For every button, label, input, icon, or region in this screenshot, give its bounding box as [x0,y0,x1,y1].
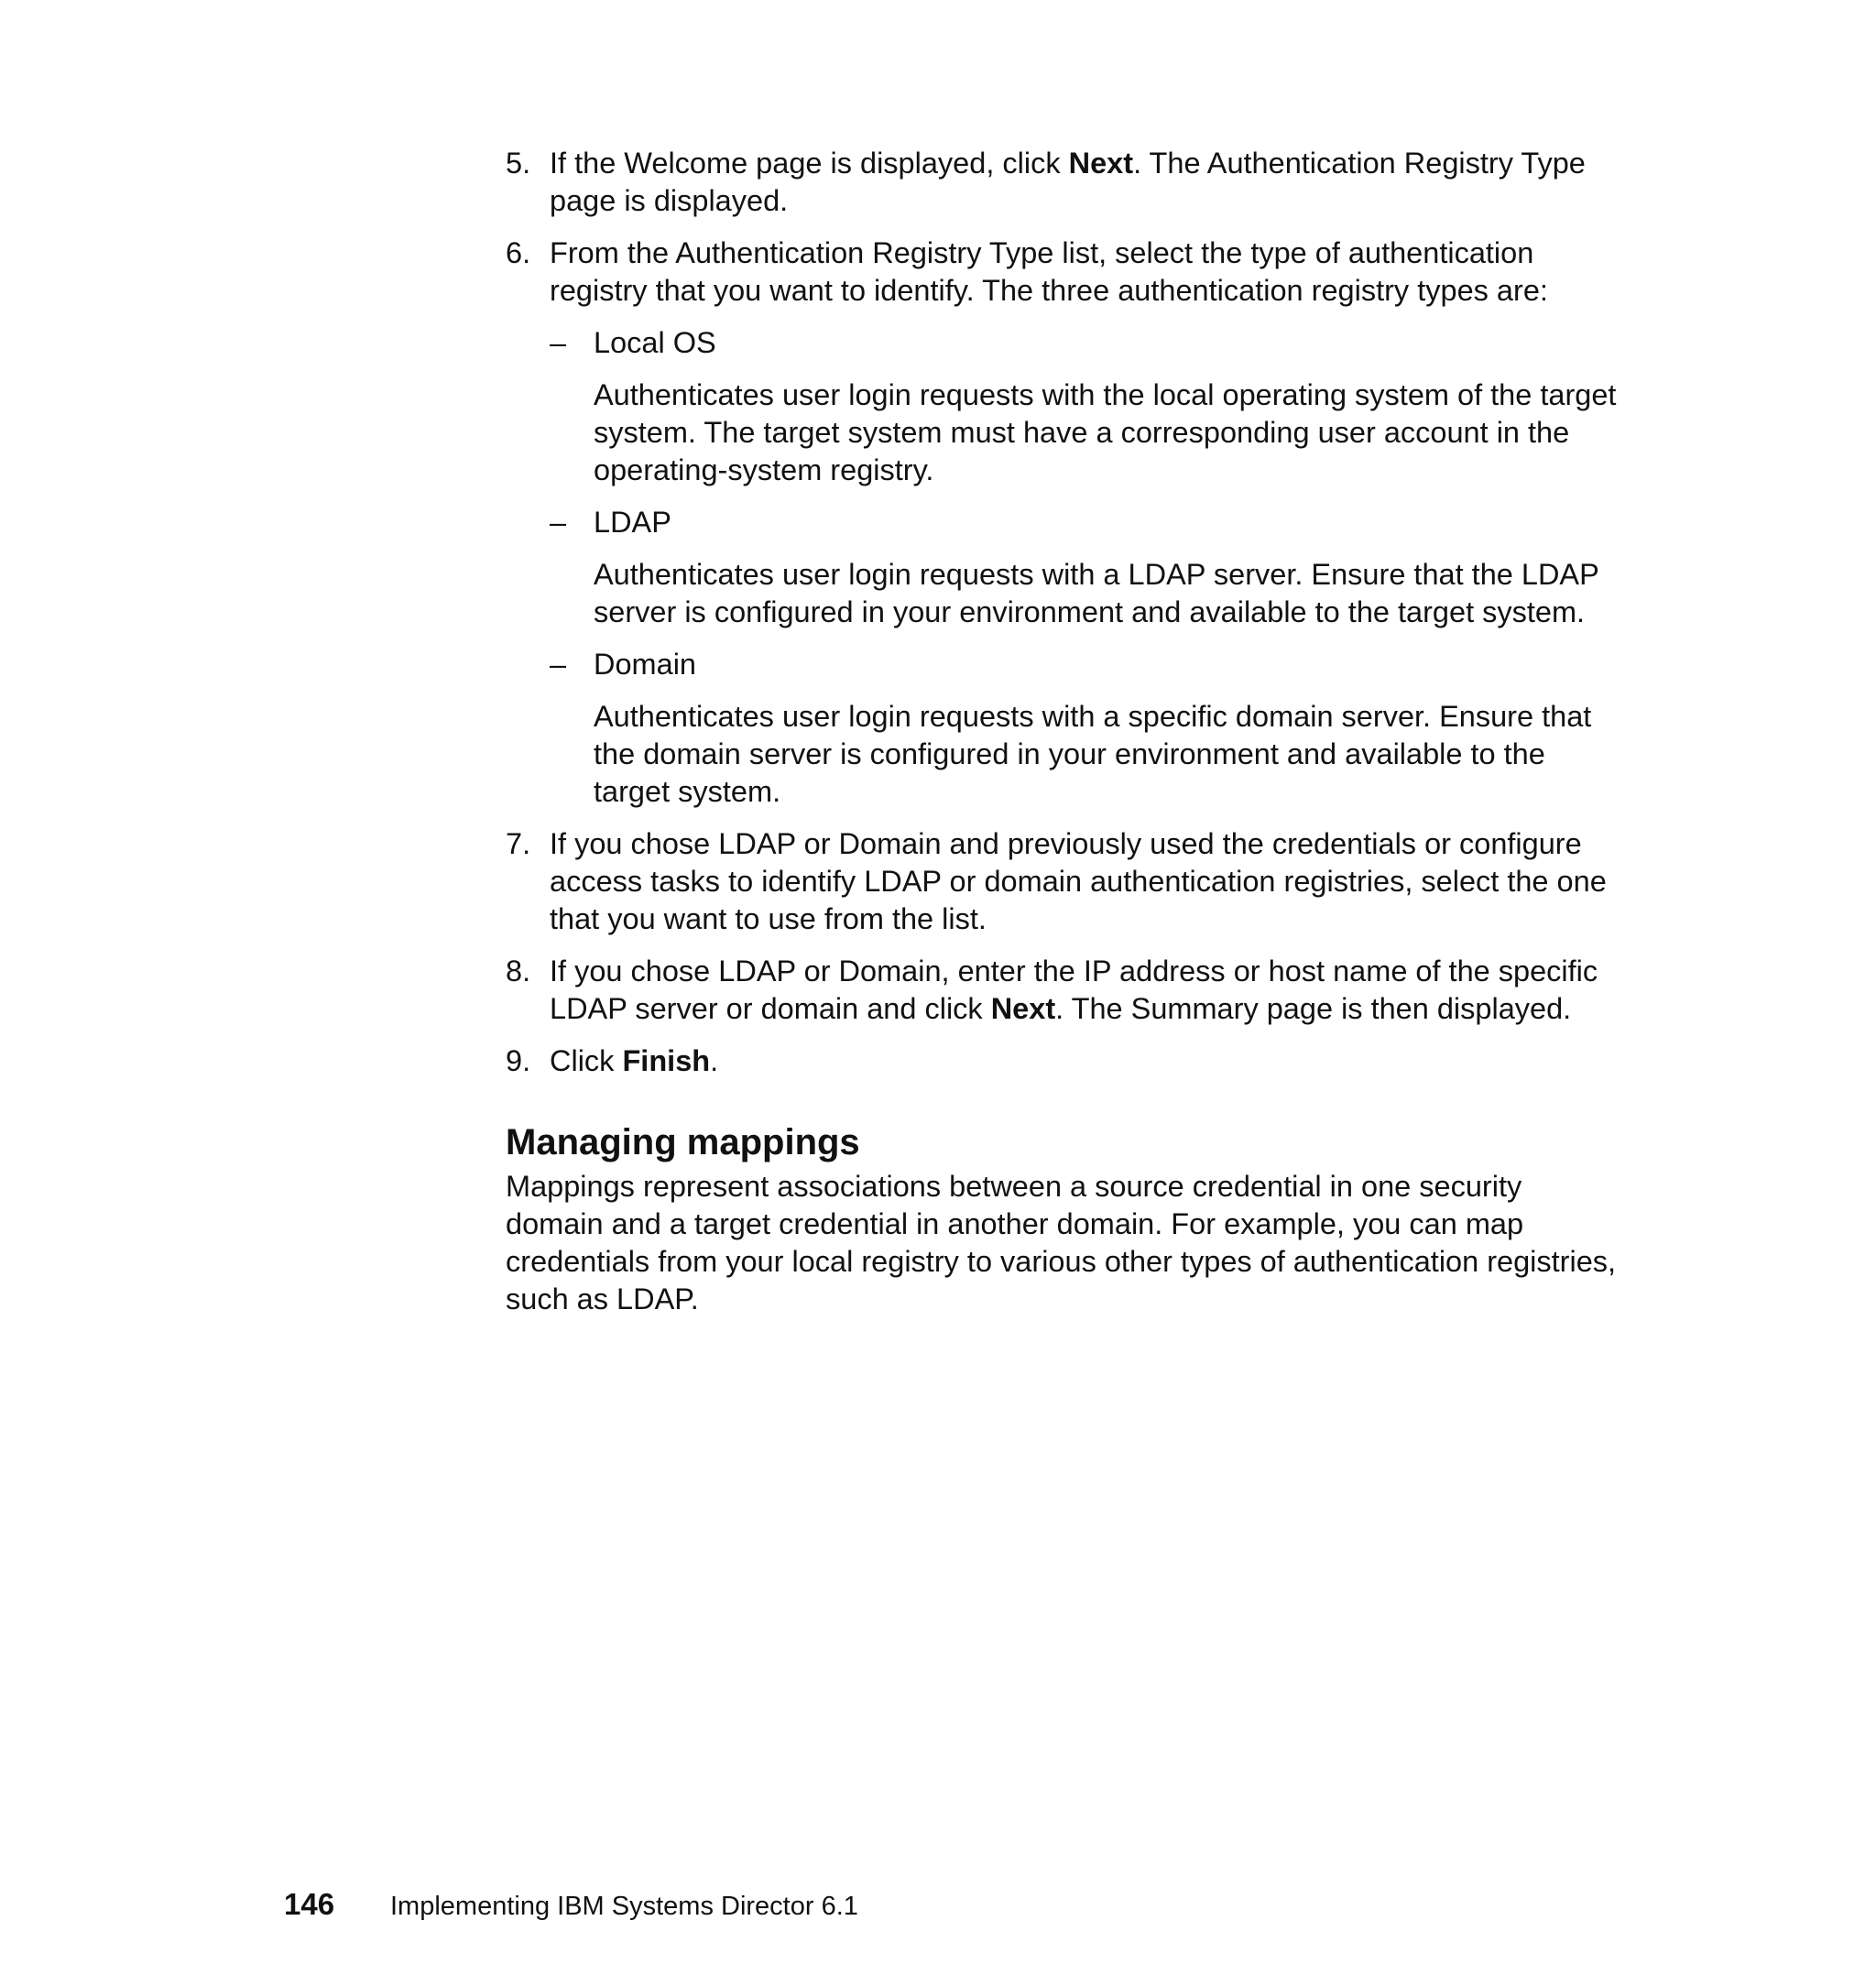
section-heading: Managing mappings [506,1122,860,1162]
step-6 [506,235,1623,811]
book-title: Implementing IBM Systems Director 6.1 [390,1892,858,1921]
step-text-part: . The Authentication Registry Type page is displayed. [550,147,1586,217]
page-content [506,145,1623,1318]
step-text-part: . [710,1044,719,1077]
step-5 [506,145,1623,220]
step-text [550,1042,1623,1080]
registry-option-ldap [550,504,1623,631]
next-button-reference: Next [1068,147,1134,180]
page-number: 146 [284,1887,335,1921]
next-button-reference: Next [990,992,1056,1025]
dash-bullet: – [550,648,567,681]
registry-option-local-os [550,324,1623,489]
step-number: 8. [506,955,531,988]
step-text-part: If you chose LDAP or Domain, enter the IP address or host name of the specific LDAP server or domain and click [550,955,1598,1025]
finish-button-reference: Finish [622,1044,711,1077]
step-7 [506,825,1623,938]
option-name: Local OS [594,326,716,359]
step-number: 6. [506,236,531,269]
step-9 [506,1042,1623,1080]
dash-bullet: – [550,506,567,539]
registry-option-domain [550,646,1623,811]
step-text [550,953,1623,1028]
registry-type-list [550,324,1623,811]
option-description: Authenticates user login requests with the local operating system of the target system. The target system must have a corresponding user account in the operating-system registry. [594,378,1617,486]
step-text-part: If the Welcome page is displayed, click [550,147,1069,180]
step-text-part: . The Summary page is then displayed. [1055,992,1572,1025]
step-text-part: Click [550,1044,623,1077]
step-number: 5. [506,147,531,180]
step-8 [506,953,1623,1028]
option-name: LDAP [594,506,671,539]
option-name: Domain [594,648,696,681]
step-text: From the Authentication Registry Type list, select the type of authentication registry that you want to identify. The three authentication registry types are: [550,236,1548,307]
page-footer [284,1887,858,1922]
step-number: 9. [506,1044,531,1077]
section-paragraph: Mappings represent associations between a source credential in one security domain and a target credential in another domain. For example, you can map credentials from your local registry to various other types of authentication registries, such as LDAP. [506,1170,1617,1315]
dash-bullet: – [550,326,567,359]
step-text: If you chose LDAP or Domain and previously used the credentials or configure access tasks to identify LDAP or domain authentication registries, select the one that you want to use from the list. [550,827,1607,935]
step-number: 7. [506,827,531,860]
step-text [550,145,1623,220]
option-description: Authenticates user login requests with a specific domain server. Ensure that the domain server is configured in your environment and available to the target system. [594,700,1592,808]
option-description: Authenticates user login requests with a LDAP server. Ensure that the LDAP server is configured in your environment and available to the target system. [594,558,1599,628]
